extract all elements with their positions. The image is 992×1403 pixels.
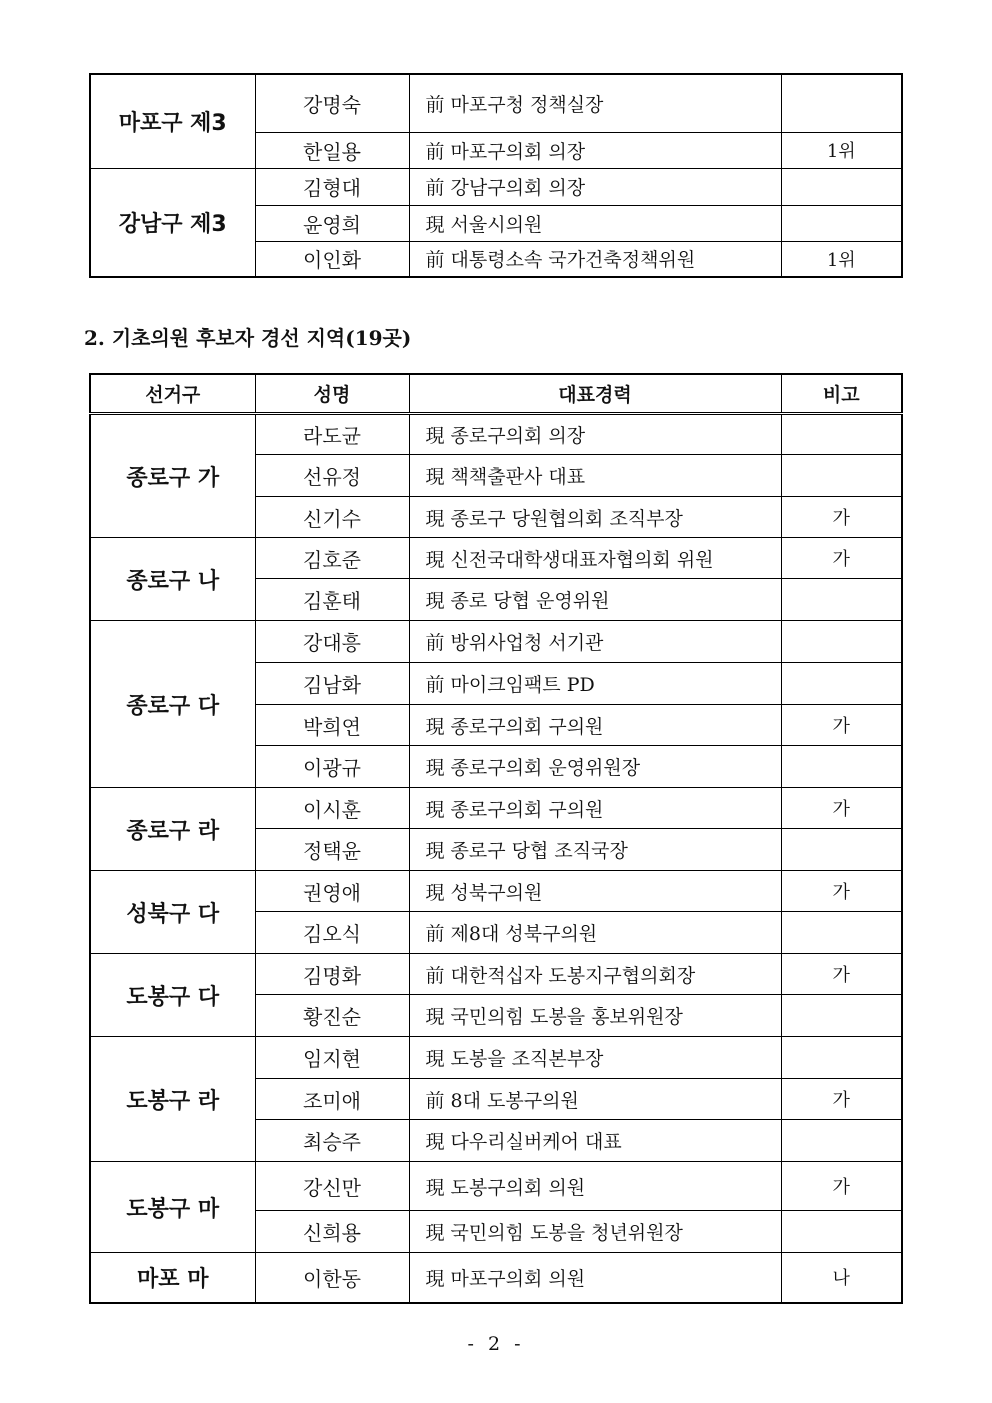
header-name: 성명 <box>255 374 409 414</box>
candidate-career: 現 종로구의회 운영위원장 <box>409 746 781 788</box>
candidate-note <box>781 1120 902 1162</box>
candidate-career: 現 책책출판사 대표 <box>409 455 781 497</box>
candidate-career: 現 성북구의원 <box>409 871 781 912</box>
candidate-note <box>781 1211 902 1253</box>
candidate-note: 가 <box>781 788 902 829</box>
section-title: 2. 기초의원 후보자 경선 지역(19곳) <box>84 326 412 350</box>
candidate-name: 윤영희 <box>255 205 409 241</box>
candidate-career: 前 마포구의회 의장 <box>409 132 781 168</box>
table-row <box>90 621 902 663</box>
candidate-name: 강대흥 <box>255 621 409 663</box>
candidate-note: 가 <box>781 538 902 579</box>
candidate-note <box>781 621 902 663</box>
district-cell: 도봉구 마 <box>90 1162 255 1253</box>
candidate-name: 이인화 <box>255 241 409 277</box>
candidate-career: 現 종로구의회 구의원 <box>409 788 781 829</box>
candidate-career: 前 제8대 성북구의원 <box>409 912 781 954</box>
candidate-career: 現 서울시의원 <box>409 205 781 241</box>
district-cell: 도봉구 라 <box>90 1037 255 1162</box>
header-row <box>90 374 902 414</box>
table-row <box>90 168 902 205</box>
metro-council-table <box>89 73 903 278</box>
district-cell: 종로구 가 <box>90 414 255 538</box>
candidate-name: 이한동 <box>255 1253 409 1303</box>
district-cell: 종로구 라 <box>90 788 255 871</box>
district-cell: 종로구 나 <box>90 538 255 621</box>
candidate-career: 前 강남구의회 의장 <box>409 168 781 205</box>
candidate-note: 나 <box>781 1253 902 1303</box>
candidate-note <box>781 746 902 788</box>
candidate-note <box>781 829 902 871</box>
district-cell: 마포 마 <box>90 1253 255 1303</box>
table-row <box>90 1253 902 1303</box>
candidate-note <box>781 579 902 621</box>
candidate-career: 現 종로구 당협 조직국장 <box>409 829 781 871</box>
table-row <box>90 1162 902 1211</box>
candidate-name: 박희연 <box>255 705 409 746</box>
candidate-note <box>781 912 902 954</box>
candidate-note <box>781 455 902 497</box>
candidate-career: 前 8대 도봉구의원 <box>409 1079 781 1120</box>
candidate-career: 現 도봉구의회 의원 <box>409 1162 781 1211</box>
candidate-note: 가 <box>781 871 902 912</box>
district-cell: 도봉구 다 <box>90 954 255 1037</box>
candidate-name: 최승주 <box>255 1120 409 1162</box>
candidate-career: 前 마포구청 정책실장 <box>409 74 781 132</box>
candidate-name: 강명숙 <box>255 74 409 132</box>
candidate-name: 이광규 <box>255 746 409 788</box>
page-number: - 2 - <box>467 1333 525 1355</box>
table-row <box>90 871 902 912</box>
candidate-note: 가 <box>781 497 902 538</box>
candidate-career: 現 종로구의회 구의원 <box>409 705 781 746</box>
table-row <box>90 1037 902 1079</box>
candidate-name: 한일용 <box>255 132 409 168</box>
district-cell: 마포구 제3 <box>90 74 255 168</box>
candidate-name: 강신만 <box>255 1162 409 1211</box>
candidate-note: 가 <box>781 954 902 995</box>
candidate-name: 조미애 <box>255 1079 409 1120</box>
candidate-note: 1위 <box>781 132 902 168</box>
candidate-note: 1위 <box>781 241 902 277</box>
candidate-career: 現 종로 당협 운영위원 <box>409 579 781 621</box>
candidate-name: 임지현 <box>255 1037 409 1079</box>
candidate-name: 선유정 <box>255 455 409 497</box>
candidate-name: 김훈태 <box>255 579 409 621</box>
table-row <box>90 414 902 455</box>
table-row <box>90 954 902 995</box>
candidate-name: 김형대 <box>255 168 409 205</box>
candidate-name: 김남화 <box>255 663 409 705</box>
candidate-career: 現 국민의힘 도봉을 홍보위원장 <box>409 995 781 1037</box>
basic-council-table <box>89 373 903 1304</box>
candidate-note <box>781 74 902 132</box>
header-district: 선거구 <box>90 374 255 414</box>
candidate-career: 現 종로구의회 의장 <box>409 414 781 455</box>
candidate-name: 김오식 <box>255 912 409 954</box>
candidate-career: 前 마이크임팩트 PD <box>409 663 781 705</box>
candidate-career: 現 도봉을 조직본부장 <box>409 1037 781 1079</box>
table-row <box>90 74 902 132</box>
candidate-name: 라도균 <box>255 414 409 455</box>
candidate-name: 김명화 <box>255 954 409 995</box>
candidate-career: 前 대통령소속 국가건축정책위원 <box>409 241 781 277</box>
district-cell: 강남구 제3 <box>90 168 255 277</box>
candidate-name: 이시훈 <box>255 788 409 829</box>
candidate-name: 김호준 <box>255 538 409 579</box>
candidate-career: 前 방위사업청 서기관 <box>409 621 781 663</box>
candidate-note: 가 <box>781 705 902 746</box>
candidate-note: 가 <box>781 1079 902 1120</box>
candidate-career: 現 국민의힘 도봉을 청년위원장 <box>409 1211 781 1253</box>
table-row <box>90 788 902 829</box>
header-note: 비고 <box>781 374 902 414</box>
candidate-name: 신기수 <box>255 497 409 538</box>
candidate-note <box>781 168 902 205</box>
candidate-name: 황진순 <box>255 995 409 1037</box>
candidate-career: 前 대한적십자 도봉지구협의회장 <box>409 954 781 995</box>
table-row <box>90 538 902 579</box>
candidate-name: 신희용 <box>255 1211 409 1253</box>
candidate-note: 가 <box>781 1162 902 1211</box>
candidate-career: 現 종로구 당원협의회 조직부장 <box>409 497 781 538</box>
candidate-note <box>781 995 902 1037</box>
district-cell: 종로구 다 <box>90 621 255 788</box>
candidate-name: 권영애 <box>255 871 409 912</box>
candidate-note <box>781 205 902 241</box>
candidate-name: 정택윤 <box>255 829 409 871</box>
candidate-career: 現 신전국대학생대표자협의회 위원 <box>409 538 781 579</box>
candidate-note <box>781 1037 902 1079</box>
header-career: 대표경력 <box>409 374 781 414</box>
candidate-career: 現 다우리실버케어 대표 <box>409 1120 781 1162</box>
district-cell: 성북구 다 <box>90 871 255 954</box>
candidate-career: 現 마포구의회 의원 <box>409 1253 781 1303</box>
candidate-note <box>781 414 902 455</box>
candidate-note <box>781 663 902 705</box>
